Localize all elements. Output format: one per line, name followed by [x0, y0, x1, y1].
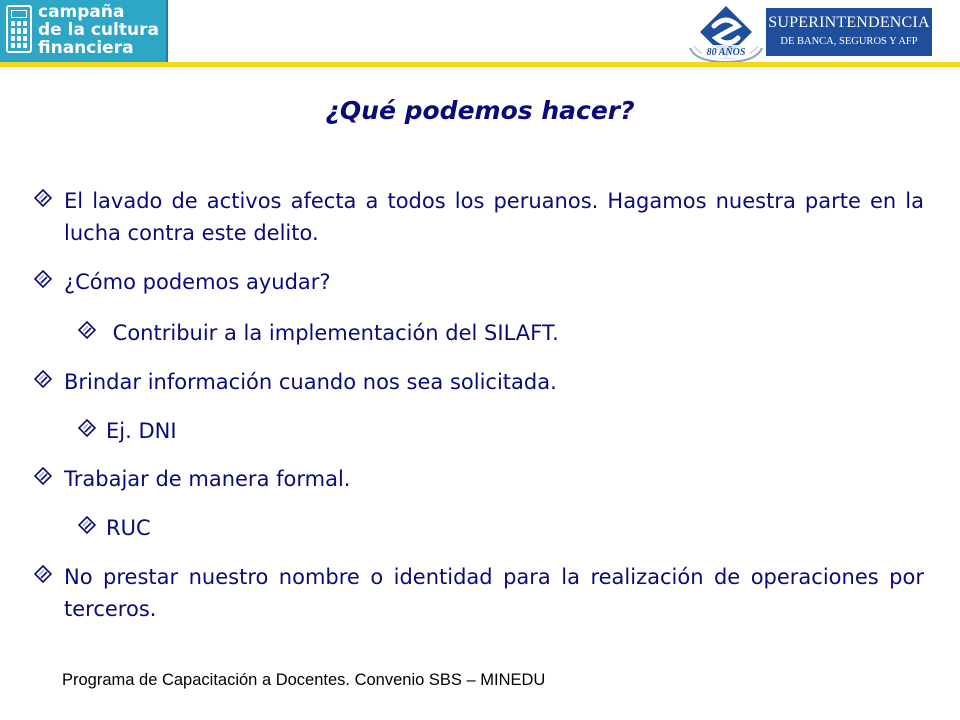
bullet-item-1	[64, 185, 924, 249]
bullet-item-5	[64, 561, 924, 625]
bullet-text: Trabajar de manera formal.	[64, 467, 351, 491]
diamond-bullet-icon	[34, 189, 52, 207]
header-stripe	[0, 62, 960, 67]
slide-title: ¿Qué podemos hacer?	[325, 96, 635, 125]
bullet-text: El lavado de activos afecta a todos los peruanos. Hagamos nuestra parte en la lucha contra este delito.	[64, 189, 924, 245]
bullet-text: Ej. DNI	[106, 419, 177, 443]
sbs-name-line-2: DE BANCA, SEGUROS Y AFP	[780, 36, 918, 47]
bullet-item-3	[64, 366, 924, 398]
sbs-name-line-1: SUPERINTENDENCIA	[768, 14, 930, 31]
diamond-bullet-icon	[34, 270, 52, 288]
sbs-80-anos-logo	[676, 4, 776, 64]
bullet-text: Contribuir a la implementación del SILAFT.	[106, 321, 559, 345]
campaign-line-1: campaña	[38, 2, 125, 22]
sub-bullet-item-1	[106, 317, 906, 349]
campaign-logo-text	[38, 3, 159, 57]
bullet-text: No prestar nuestro nombre o identidad para la realización de operaciones por terceros.	[64, 565, 924, 621]
sbs-name-block	[766, 8, 932, 56]
footer-text: Programa de Capacitación a Docentes. Convenio SBS – MINEDU	[62, 671, 546, 689]
sub-bullet-item-3	[106, 512, 906, 544]
sbs-badge-text: 80 AÑOS	[706, 47, 746, 58]
sub-bullet-item-2	[106, 415, 906, 447]
campaign-line-3: financiera	[38, 38, 134, 58]
bullet-text: ¿Cómo podemos ayudar?	[64, 270, 331, 294]
diamond-bullet-icon	[34, 565, 52, 583]
diamond-bullet-icon	[78, 419, 96, 437]
campaign-line-2: de la cultura	[38, 20, 159, 40]
diamond-bullet-icon	[34, 370, 52, 388]
bullet-text: RUC	[106, 516, 151, 540]
header-banner	[0, 0, 960, 66]
calculator-icon	[6, 5, 32, 53]
bullet-item-4	[64, 463, 924, 495]
bullet-text: Brindar información cuando nos sea solicitada.	[64, 370, 557, 394]
diamond-bullet-icon	[78, 516, 96, 534]
diamond-bullet-icon	[78, 321, 96, 339]
bullet-item-2	[64, 266, 924, 298]
diamond-bullet-icon	[34, 467, 52, 485]
campaign-logo	[0, 0, 168, 64]
